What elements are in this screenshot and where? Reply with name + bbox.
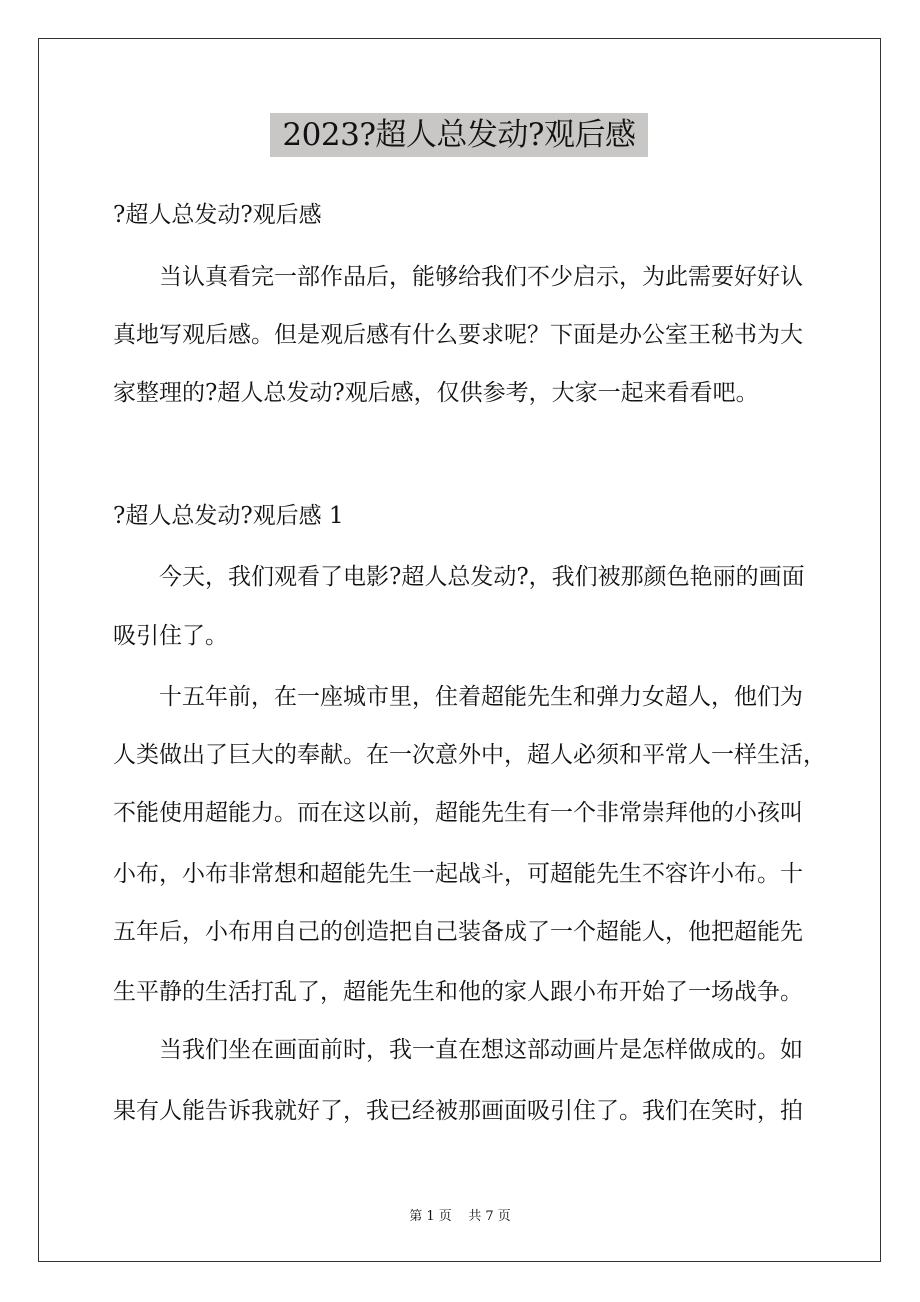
page-footer: 第 1 页 共 7 页: [409, 1209, 511, 1224]
intro-line: 家整理的?超人总发动?观后感，仅供参考，大家一起来看看吧。: [113, 380, 759, 406]
paragraph-line: 生平静的生活打乱了，超能先生和他的家人跟小布开始了一场战争。: [113, 979, 803, 1005]
subtitle: ?超人总发动?观后感: [113, 202, 322, 228]
paragraph-line: 十五年前，在一座城市里，住着超能先生和弹力女超人，他们为: [159, 684, 803, 710]
document-title: 2023?超人总发动?观后感: [270, 113, 648, 157]
paragraph-line: 人类做出了巨大的奉献。在一次意外中，超人必须和平常人一样生活，: [113, 742, 826, 768]
paragraph-line: 当我们坐在画面前时，我一直在想这部动画片是怎样做成的。如: [159, 1037, 803, 1063]
intro-line: 当认真看完一部作品后，能够给我们不少启示，为此需要好好认: [159, 264, 803, 290]
paragraph-line: 今天，我们观看了电影?超人总发动?，我们被那颜色艳丽的画面: [159, 564, 805, 590]
paragraph-line: 小布，小布非常想和超能先生一起战斗，可超能先生不容许小布。十: [113, 861, 803, 887]
intro-line: 真地写观后感。但是观后感有什么要求呢？下面是办公室王秘书为大: [113, 322, 803, 348]
paragraph-line: 不能使用超能力。而在这以前，超能先生有一个非常崇拜他的小孩叫: [113, 800, 803, 826]
paragraph-line: 吸引住了。: [113, 623, 228, 649]
section-heading: ?超人总发动?观后感 1: [113, 503, 344, 529]
paragraph-line: 果有人能告诉我就好了，我已经被那画面吸引住了。我们在笑时，拍: [113, 1098, 803, 1124]
paragraph-line: 五年后，小布用自己的创造把自己装备成了一个超能人，他把超能先: [113, 919, 803, 945]
